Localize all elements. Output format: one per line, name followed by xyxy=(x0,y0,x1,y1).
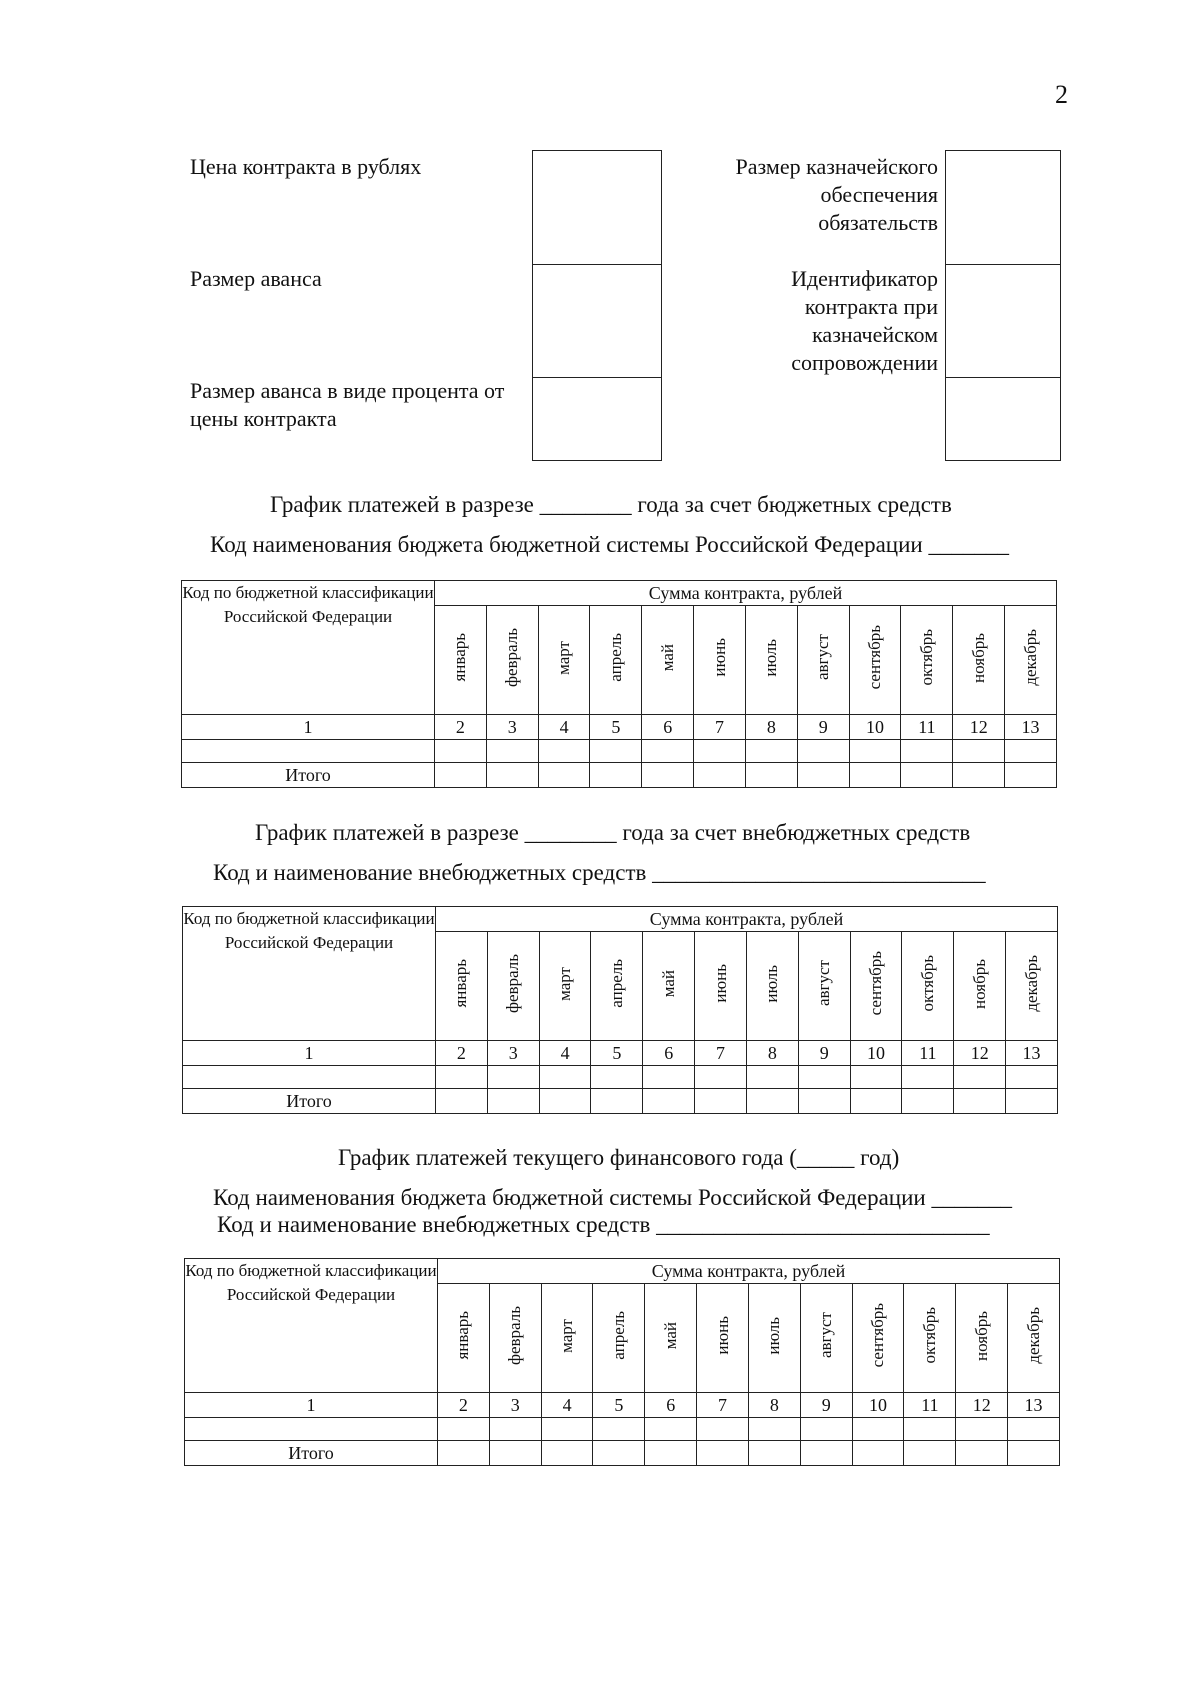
table-cell[interactable] xyxy=(800,1418,852,1441)
total-cell[interactable] xyxy=(746,1089,798,1114)
total-cell[interactable] xyxy=(1005,763,1057,788)
column-number-8: 8 xyxy=(745,715,797,740)
column-number-1: 1 xyxy=(182,715,435,740)
column-number-7: 7 xyxy=(695,1041,747,1066)
section2-extrabudget-code: Код и наименование внебюджетных средств _____________________________ xyxy=(213,860,986,885)
table-cell[interactable] xyxy=(954,1066,1006,1089)
month-header-9: сентябрь xyxy=(852,1284,904,1393)
total-cell[interactable] xyxy=(797,763,849,788)
total-cell[interactable] xyxy=(849,763,901,788)
column-number-11: 11 xyxy=(904,1393,956,1418)
table-cell[interactable] xyxy=(593,1418,645,1441)
total-label: Итого xyxy=(183,1089,436,1114)
total-cell[interactable] xyxy=(436,1089,488,1114)
kbk-header: Код по бюджетной классификации Российской Федерации xyxy=(183,907,436,1041)
total-cell[interactable] xyxy=(541,1441,593,1466)
total-cell[interactable] xyxy=(1006,1089,1058,1114)
table-cell[interactable] xyxy=(591,1066,643,1089)
kbk-header: Код по бюджетной классификации Российской Федерации xyxy=(185,1259,438,1393)
month-header-2: февраль xyxy=(486,606,538,715)
table-cell[interactable] xyxy=(642,740,694,763)
total-cell[interactable] xyxy=(956,1441,1008,1466)
table-cell[interactable] xyxy=(435,740,487,763)
column-number-3: 3 xyxy=(487,1041,539,1066)
month-header-3: март xyxy=(539,932,591,1041)
total-cell[interactable] xyxy=(486,763,538,788)
column-number-9: 9 xyxy=(798,1041,850,1066)
column-number-11: 11 xyxy=(902,1041,954,1066)
column-number-9: 9 xyxy=(797,715,849,740)
total-cell[interactable] xyxy=(642,763,694,788)
total-cell[interactable] xyxy=(643,1089,695,1114)
total-cell[interactable] xyxy=(489,1441,541,1466)
field-label-advance-percent: Размер аванса в виде процента от цены контракта xyxy=(190,378,505,431)
total-cell[interactable] xyxy=(1008,1441,1060,1466)
total-cell[interactable] xyxy=(593,1441,645,1466)
total-cell[interactable] xyxy=(538,763,590,788)
table-cell[interactable] xyxy=(1006,1066,1058,1089)
column-number-4: 4 xyxy=(541,1393,593,1418)
table-cell[interactable] xyxy=(1005,740,1057,763)
table-cell[interactable] xyxy=(798,1066,850,1089)
table-cell[interactable] xyxy=(901,740,953,763)
column-number-3: 3 xyxy=(489,1393,541,1418)
kbk-header: Код по бюджетной классификации Российской Федерации xyxy=(182,581,435,715)
month-header-9: сентябрь xyxy=(850,932,902,1041)
column-number-2: 2 xyxy=(436,1041,488,1066)
sum-header: Сумма контракта, рублей xyxy=(435,581,1057,606)
table-cell[interactable] xyxy=(748,1418,800,1441)
table-cell[interactable] xyxy=(590,740,642,763)
total-cell[interactable] xyxy=(901,763,953,788)
table-cell[interactable] xyxy=(904,1418,956,1441)
column-number-3: 3 xyxy=(486,715,538,740)
column-number-8: 8 xyxy=(748,1393,800,1418)
month-header-10: октябрь xyxy=(901,606,953,715)
column-number-10: 10 xyxy=(850,1041,902,1066)
left-field-boxes xyxy=(532,150,662,461)
table-cell[interactable] xyxy=(436,1066,488,1089)
month-header-3: март xyxy=(541,1284,593,1393)
total-cell[interactable] xyxy=(800,1441,852,1466)
month-header-6: июнь xyxy=(694,606,746,715)
column-number-9: 9 xyxy=(800,1393,852,1418)
month-header-4: апрель xyxy=(591,932,643,1041)
table-cell[interactable] xyxy=(902,1066,954,1089)
advance-field[interactable] xyxy=(533,265,661,378)
field-label-advance: Размер аванса xyxy=(190,266,322,291)
table-cell[interactable] xyxy=(849,740,901,763)
column-number-12: 12 xyxy=(954,1041,1006,1066)
month-header-8: август xyxy=(800,1284,852,1393)
field-label-contract-identifier: Идентификатор контракта при казначейском сопровождении xyxy=(791,266,938,375)
month-header-2: февраль xyxy=(489,1284,541,1393)
column-number-8: 8 xyxy=(746,1041,798,1066)
section2-heading: График платежей в разрезе ________ года за счет внебюджетных средств xyxy=(255,820,971,845)
column-number-12: 12 xyxy=(953,715,1005,740)
right-field-boxes xyxy=(945,150,1061,461)
total-cell[interactable] xyxy=(695,1089,747,1114)
total-cell[interactable] xyxy=(798,1089,850,1114)
table-cell[interactable] xyxy=(541,1418,593,1441)
column-number-13: 13 xyxy=(1008,1393,1060,1418)
table-cell[interactable] xyxy=(695,1066,747,1089)
month-header-11: ноябрь xyxy=(956,1284,1008,1393)
contract-identifier-field[interactable] xyxy=(946,265,1060,378)
table-cell[interactable] xyxy=(183,1066,436,1089)
table-cell[interactable] xyxy=(746,1066,798,1089)
column-number-5: 5 xyxy=(593,1393,645,1418)
sum-header: Сумма контракта, рублей xyxy=(436,907,1058,932)
total-cell[interactable] xyxy=(850,1089,902,1114)
month-header-12: декабрь xyxy=(1005,606,1057,715)
table-cell[interactable] xyxy=(538,740,590,763)
column-number-4: 4 xyxy=(539,1041,591,1066)
total-cell[interactable] xyxy=(748,1441,800,1466)
total-cell[interactable] xyxy=(852,1441,904,1466)
advance-percent-field[interactable] xyxy=(533,378,661,459)
total-cell[interactable] xyxy=(435,763,487,788)
month-header-2: февраль xyxy=(487,932,539,1041)
month-header-1: январь xyxy=(436,932,488,1041)
total-cell[interactable] xyxy=(438,1441,490,1466)
payment-schedule-table-current-year xyxy=(184,1258,1060,1466)
month-header-3: март xyxy=(538,606,590,715)
table-cell[interactable] xyxy=(185,1418,438,1441)
table-cell[interactable] xyxy=(745,740,797,763)
month-header-6: июнь xyxy=(697,1284,749,1393)
section3-heading: График платежей текущего финансового года (_____ год) xyxy=(338,1145,900,1170)
section1-heading: График платежей в разрезе ________ года за счет бюджетных средств xyxy=(270,492,952,517)
total-cell[interactable] xyxy=(591,1089,643,1114)
table-cell[interactable] xyxy=(797,740,849,763)
table-cell[interactable] xyxy=(539,1066,591,1089)
table-cell[interactable] xyxy=(697,1418,749,1441)
total-label: Итого xyxy=(185,1441,438,1466)
section3-budget-code: Код наименования бюджета бюджетной системы Российской Федерации _______ xyxy=(213,1185,1012,1210)
month-header-7: июль xyxy=(745,606,797,715)
month-header-4: апрель xyxy=(590,606,642,715)
column-number-12: 12 xyxy=(956,1393,1008,1418)
section3-extrabudget-code: Код и наименование внебюджетных средств _____________________________ xyxy=(217,1212,990,1237)
field-label-contract-price: Цена контракта в рублях xyxy=(190,154,422,179)
month-header-5: май xyxy=(645,1284,697,1393)
month-header-4: апрель xyxy=(593,1284,645,1393)
month-header-11: ноябрь xyxy=(954,932,1006,1041)
total-cell[interactable] xyxy=(954,1089,1006,1114)
total-cell[interactable] xyxy=(487,1089,539,1114)
column-number-2: 2 xyxy=(435,715,487,740)
table-cell[interactable] xyxy=(953,740,1005,763)
column-number-13: 13 xyxy=(1005,715,1057,740)
total-cell[interactable] xyxy=(745,763,797,788)
treasury-security-field[interactable] xyxy=(946,151,1060,265)
column-number-6: 6 xyxy=(643,1041,695,1066)
table-cell[interactable] xyxy=(438,1418,490,1441)
total-cell[interactable] xyxy=(645,1441,697,1466)
payment-schedule-table-budget xyxy=(181,580,1057,788)
month-header-7: июль xyxy=(746,932,798,1041)
column-number-6: 6 xyxy=(642,715,694,740)
month-header-6: июнь xyxy=(695,932,747,1041)
month-header-10: октябрь xyxy=(904,1284,956,1393)
column-number-7: 7 xyxy=(697,1393,749,1418)
total-cell[interactable] xyxy=(539,1089,591,1114)
month-header-5: май xyxy=(643,932,695,1041)
month-header-7: июль xyxy=(748,1284,800,1393)
column-number-5: 5 xyxy=(590,715,642,740)
column-number-1: 1 xyxy=(183,1041,436,1066)
month-header-1: январь xyxy=(438,1284,490,1393)
table-cell[interactable] xyxy=(643,1066,695,1089)
total-cell[interactable] xyxy=(694,763,746,788)
column-number-11: 11 xyxy=(901,715,953,740)
total-cell[interactable] xyxy=(902,1089,954,1114)
table-cell[interactable] xyxy=(182,740,435,763)
month-header-10: октябрь xyxy=(902,932,954,1041)
extra-field[interactable] xyxy=(946,378,1060,459)
table-cell[interactable] xyxy=(850,1066,902,1089)
table-cell[interactable] xyxy=(956,1418,1008,1441)
table-cell[interactable] xyxy=(1008,1418,1060,1441)
column-number-10: 10 xyxy=(852,1393,904,1418)
column-number-10: 10 xyxy=(849,715,901,740)
month-header-5: май xyxy=(642,606,694,715)
month-header-1: январь xyxy=(435,606,487,715)
month-header-8: август xyxy=(798,932,850,1041)
total-cell[interactable] xyxy=(953,763,1005,788)
column-number-5: 5 xyxy=(591,1041,643,1066)
table-cell[interactable] xyxy=(487,1066,539,1089)
table-cell[interactable] xyxy=(489,1418,541,1441)
contract-price-field[interactable] xyxy=(533,151,661,265)
section1-budget-code: Код наименования бюджета бюджетной системы Российской Федерации _______ xyxy=(210,532,1009,557)
sum-header: Сумма контракта, рублей xyxy=(438,1259,1060,1284)
column-number-1: 1 xyxy=(185,1393,438,1418)
payment-schedule-table-extrabudget xyxy=(182,906,1058,1114)
month-header-12: декабрь xyxy=(1006,932,1058,1041)
column-number-13: 13 xyxy=(1006,1041,1058,1066)
table-cell[interactable] xyxy=(852,1418,904,1441)
field-label-treasury-security: Размер казначейского обеспечения обязательств xyxy=(735,154,938,235)
total-cell[interactable] xyxy=(590,763,642,788)
month-header-11: ноябрь xyxy=(953,606,1005,715)
month-header-12: декабрь xyxy=(1008,1284,1060,1393)
column-number-4: 4 xyxy=(538,715,590,740)
page-number: 2 xyxy=(1055,80,1068,109)
column-number-2: 2 xyxy=(438,1393,490,1418)
column-number-6: 6 xyxy=(645,1393,697,1418)
month-header-8: август xyxy=(797,606,849,715)
total-cell[interactable] xyxy=(904,1441,956,1466)
table-cell[interactable] xyxy=(645,1418,697,1441)
column-number-7: 7 xyxy=(694,715,746,740)
total-label: Итого xyxy=(182,763,435,788)
total-cell[interactable] xyxy=(697,1441,749,1466)
table-cell[interactable] xyxy=(486,740,538,763)
table-cell[interactable] xyxy=(694,740,746,763)
month-header-9: сентябрь xyxy=(849,606,901,715)
